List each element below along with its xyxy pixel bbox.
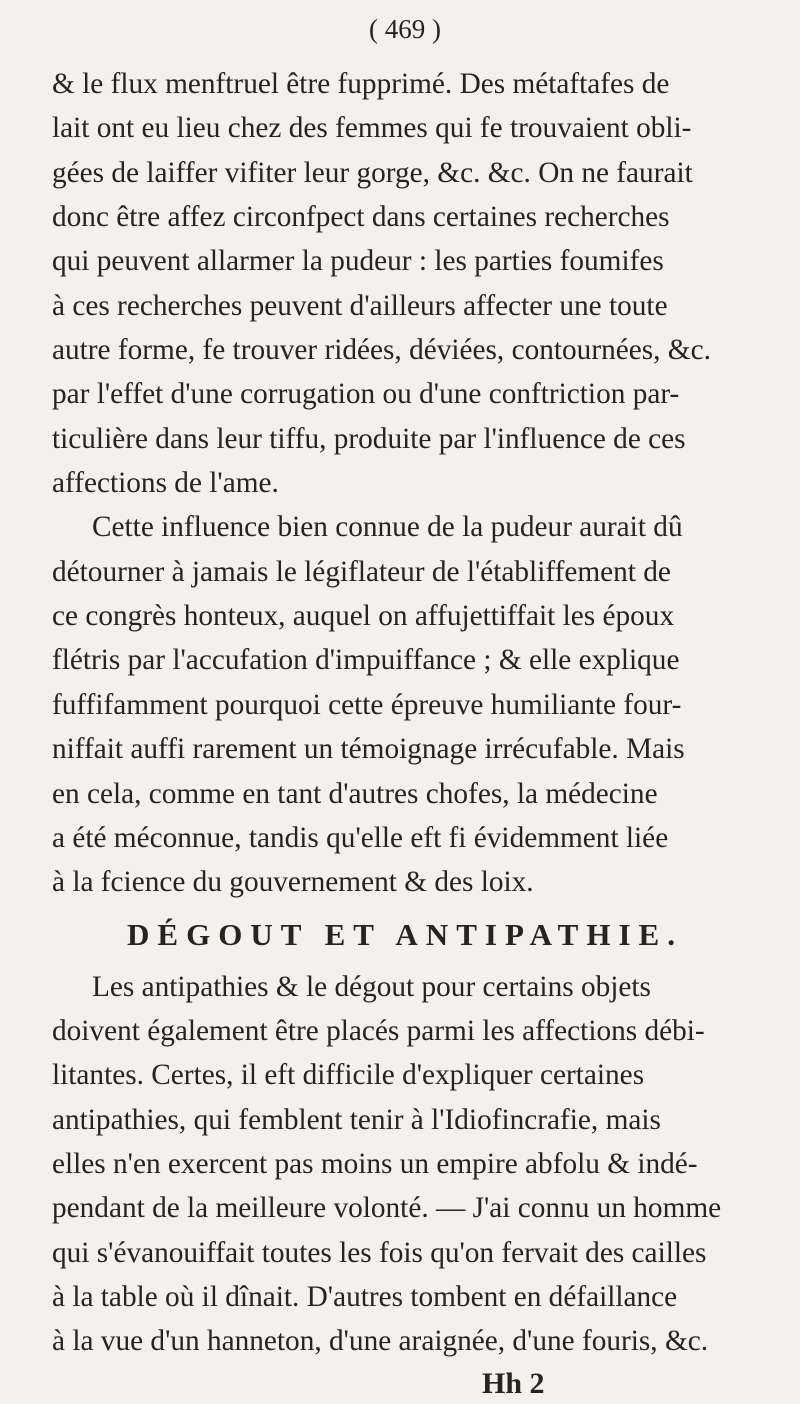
text-line: & le flux menftruel être fupprimé. Des métaftafes de — [52, 68, 670, 100]
text-line: à ces recherches peuvent d'ailleurs affecter une toute — [52, 289, 668, 322]
paragraph-2 — [52, 505, 758, 904]
text-line: en cela, comme en tant d'autres chofes, la médecine — [52, 777, 658, 810]
text-line: détourner à jamais le légiflateur de l'établiffement de — [52, 555, 671, 588]
paragraph-1 — [52, 62, 758, 505]
text-line: elles n'en exercent pas moins un empire abfolu & indé- — [52, 1147, 698, 1180]
text-line: par l'effet d'une corrugation ou d'une conftriction par- — [52, 378, 680, 411]
text-line: pendant de la meilleure volonté. — J'ai connu un homme — [52, 1192, 722, 1225]
text-line: gées de laiffer vifiter leur gorge, &c. &c. On ne faurait — [52, 156, 693, 189]
paragraph-3 — [52, 965, 758, 1364]
text-line: autre forme, fe trouver ridées, déviées, contournées, &c. — [52, 334, 711, 367]
text-line: niffait auffi rarement un témoignage irrécufable. Mais — [52, 733, 685, 766]
text-line: à la fcience du gouvernement & des loix. — [52, 866, 534, 899]
text-line: à la table où il dînait. D'autres tombent en défaillance — [52, 1280, 678, 1313]
text-line: fuffifamment pourquoi cette épreuve humiliante four- — [52, 688, 682, 721]
text-line: à la vue d'un hanneton, d'une araignée, d'une fouris, &c. — [52, 1325, 709, 1358]
text-line: a été méconnue, tandis qu'elle eft fi évidemment liée — [52, 821, 669, 854]
page-body — [52, 62, 758, 1404]
text-line: Cette influence bien connue de la pudeur aurait dû — [92, 511, 683, 544]
text-line: doivent également être placés parmi les affections débi- — [52, 1014, 705, 1047]
signature-mark: Hh 2 — [482, 1366, 545, 1400]
text-line: flétris par l'accufation d'impuiffance ; & elle explique — [52, 644, 680, 677]
text-line: lait ont eu lieu chez des femmes qui fe trouvaient obli- — [52, 112, 692, 145]
text-line: qui s'évanouiffait toutes les fois qu'on fervait des cailles — [52, 1236, 707, 1269]
text-line: Les antipathies & le dégout pour certains objets — [92, 970, 651, 1003]
section-heading: DÉGOUT ET ANTIPATHIE. — [127, 916, 683, 952]
text-line: antipathies, qui femblent tenir à l'Idiofincrafie, mais — [52, 1103, 661, 1136]
text-line: ticulière dans leur tiffu, produite par l'influence de ces — [52, 422, 686, 455]
text-line: donc être affez circonfpect dans certaines recherches — [52, 201, 670, 234]
text-line: affections de l'ame. — [52, 467, 279, 500]
text-line: litantes. Certes, il eft difficile d'expliquer certaines — [52, 1059, 645, 1092]
page-number: ( 469 ) — [369, 14, 441, 44]
text-line: ce congrès honteux, auquel on affujettiffait les époux — [52, 600, 675, 633]
text-line: qui peuvent allarmer la pudeur : les parties foumifes — [52, 245, 664, 278]
